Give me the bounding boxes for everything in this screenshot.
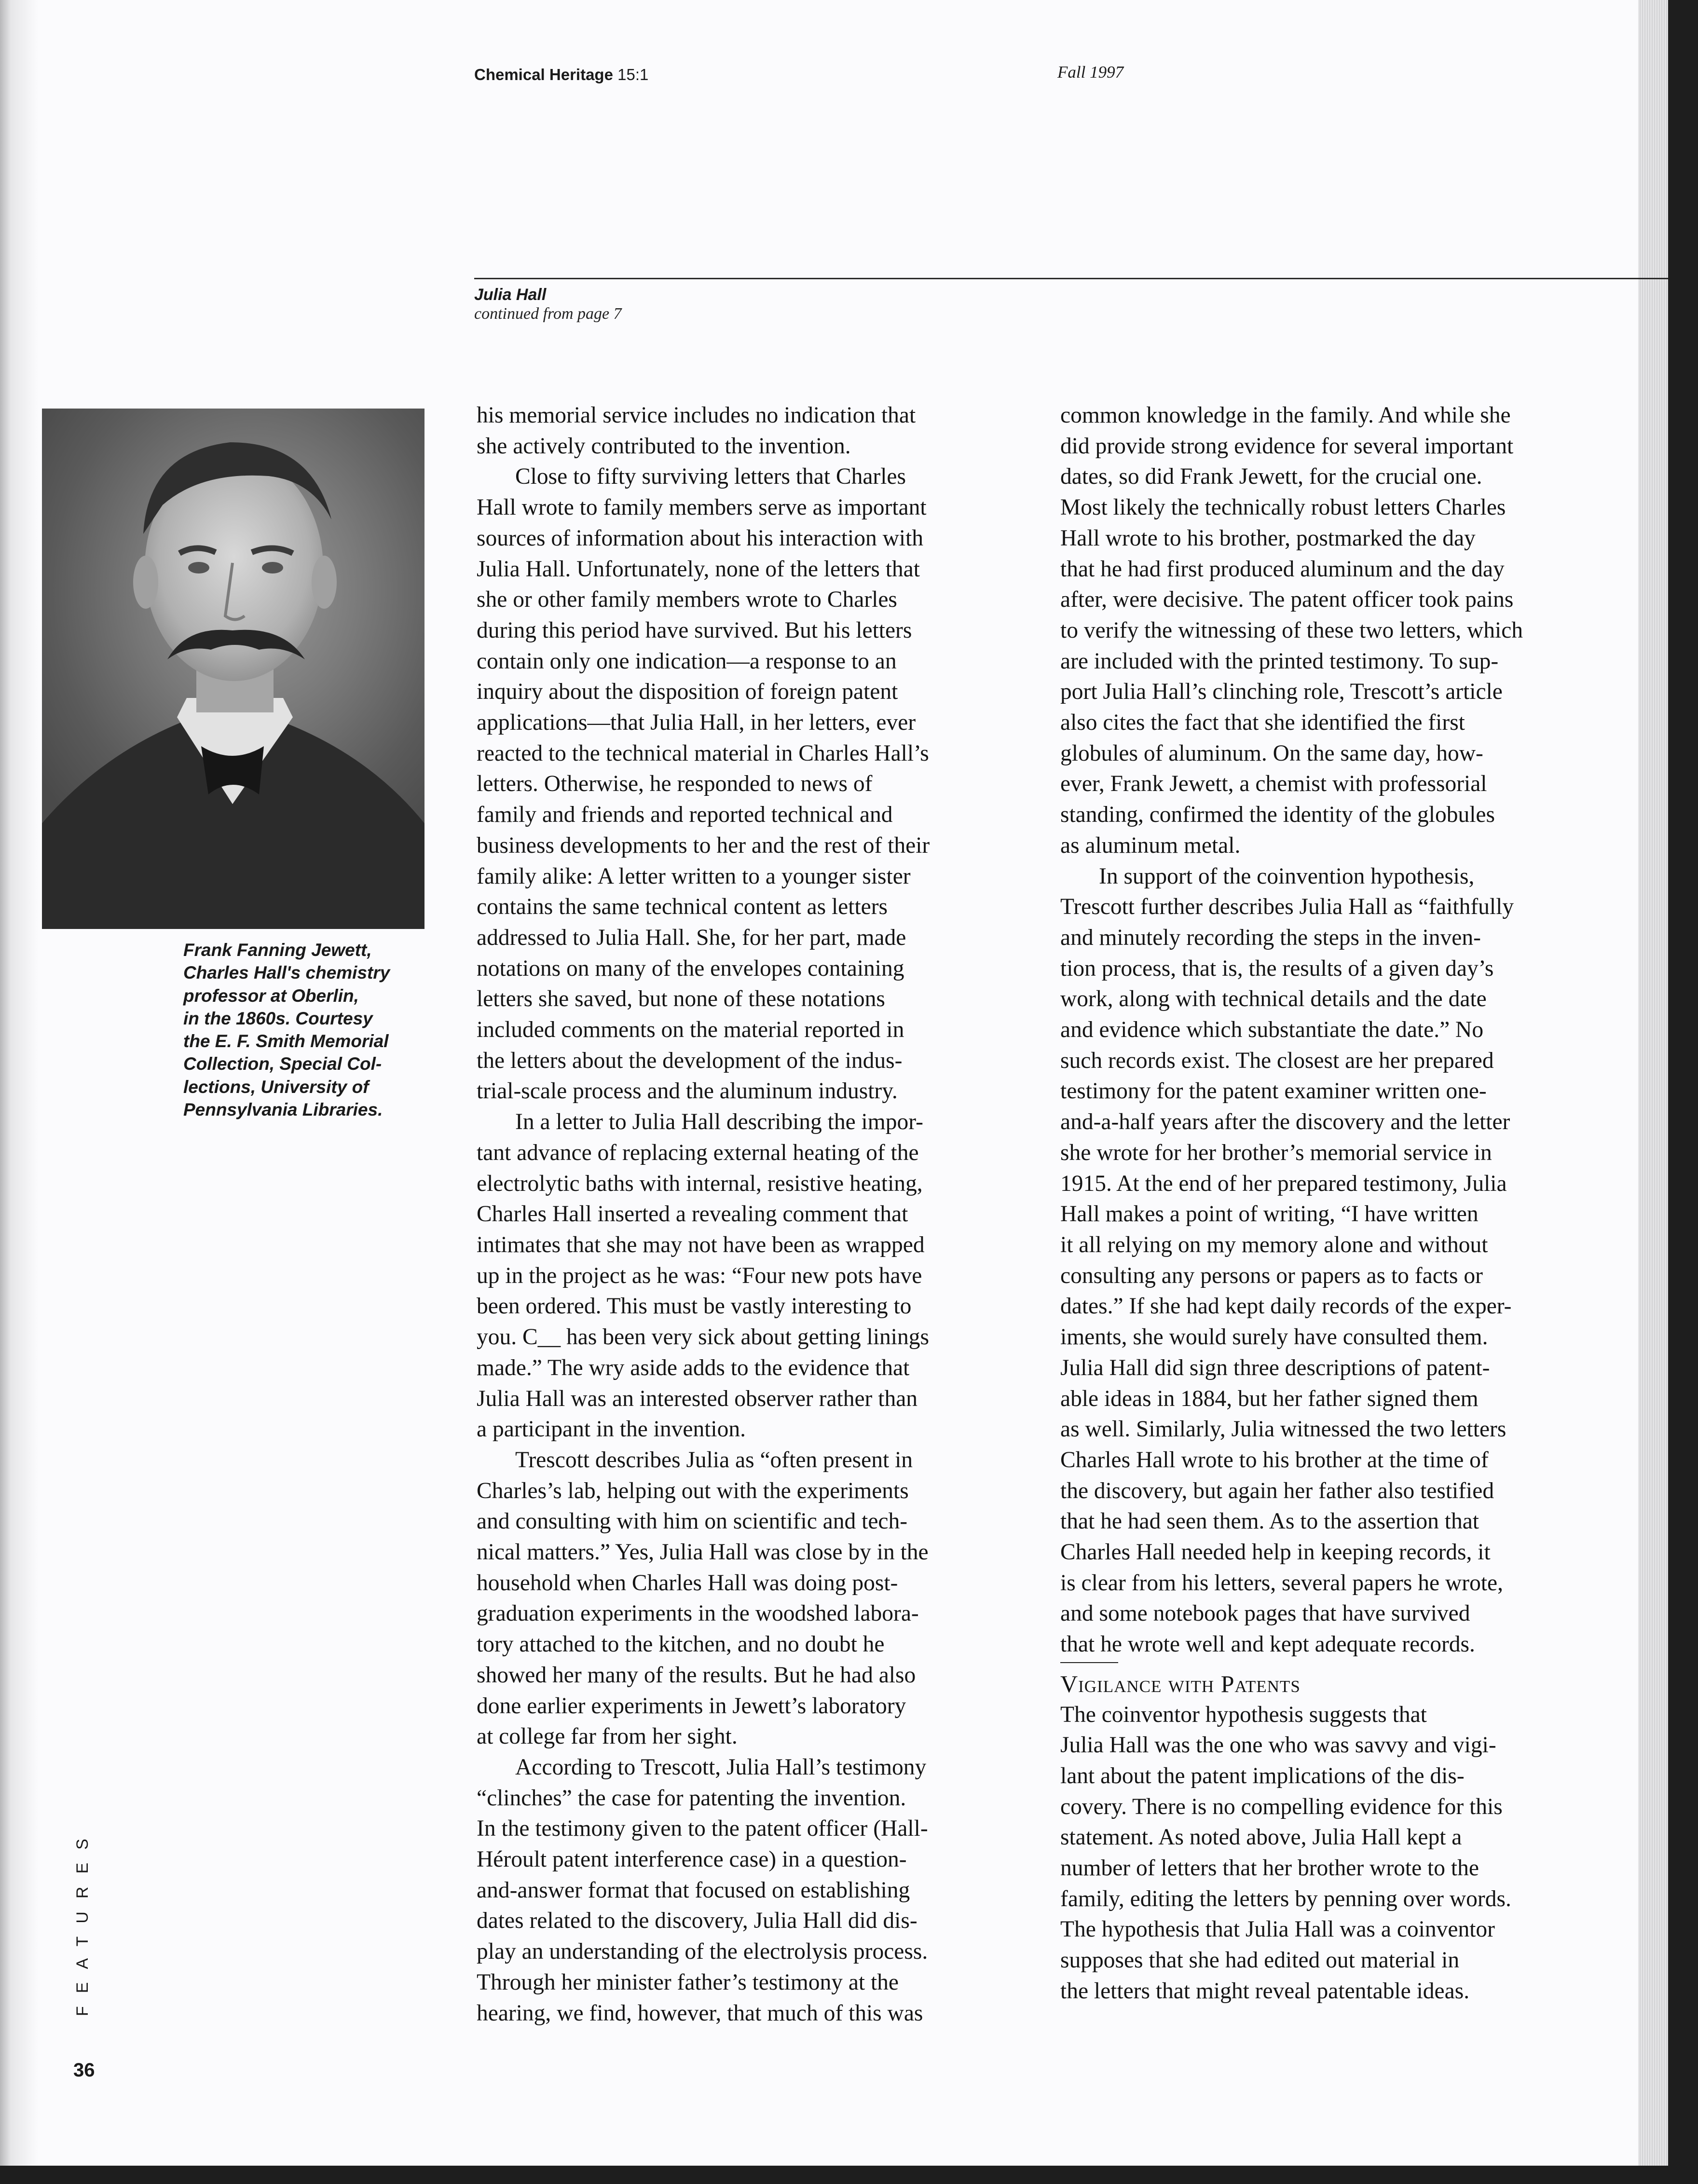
text-line: at college far from her sight. xyxy=(477,1724,738,1749)
text-line: According to Trescott, Julia Hall’s testimony xyxy=(515,1754,927,1780)
text-line: 1915. At the end of her prepared testimony, Julia xyxy=(1060,1171,1507,1196)
text-line: able ideas in 1884, but her father signed them xyxy=(1060,1386,1479,1411)
text-line: The coinventor hypothesis suggests that xyxy=(1060,1702,1427,1727)
text-line: contain only one indication—a response to an xyxy=(477,648,897,674)
column-body-continued xyxy=(1060,1700,1596,2007)
text-line: after, were decisive. The patent officer took pains xyxy=(1060,587,1514,613)
text-line: Charles Hall wrote to his brother at the time of xyxy=(1060,1447,1489,1473)
text-line: household when Charles Hall was doing post- xyxy=(477,1570,898,1596)
text-line: The hypothesis that Julia Hall was a coinventor xyxy=(1060,1917,1495,1942)
article-column-left xyxy=(477,400,1012,2029)
text-line: play an understanding of the electrolysis process. xyxy=(477,1939,928,1965)
text-line: Hall makes a point of writing, “I have written xyxy=(1060,1201,1479,1227)
text-line: applications—that Julia Hall, in her letters, ever xyxy=(477,710,916,736)
continued-note: continued from page 7 xyxy=(474,305,622,323)
text-line: showed her many of the results. But he had also xyxy=(477,1662,916,1688)
page-number: 36 xyxy=(73,2060,95,2081)
issue-number: 15:1 xyxy=(617,66,649,83)
section-subhead: Vigilance with Patents xyxy=(1060,1670,1301,1697)
caption-line: Charles Hall's chemistry xyxy=(183,963,390,983)
text-line: supposes that she had edited out material in xyxy=(1060,1948,1460,1973)
column-body xyxy=(1060,400,1596,1660)
caption-line: in the 1860s. Courtesy xyxy=(183,1008,373,1028)
text-line: notations on many of the envelopes containing xyxy=(477,956,904,981)
text-line: Most likely the technically robust letters Charles xyxy=(1060,495,1506,520)
page-stack-edge xyxy=(1638,0,1668,2166)
text-line: as aluminum metal. xyxy=(1060,833,1241,858)
text-line: is clear from his letters, several papers he wrote, xyxy=(1060,1570,1503,1596)
binding-edge xyxy=(0,0,39,2166)
text-line: Julia Hall did sign three descriptions of patent- xyxy=(1060,1355,1490,1380)
text-line: the letters that might reveal patentable ideas. xyxy=(1060,1978,1470,2004)
text-line: dates.” If she had kept daily records of the exper- xyxy=(1060,1294,1512,1319)
text-line: lant about the patent implications of the dis- xyxy=(1060,1763,1465,1788)
text-line: Trescott describes Julia as “often present in xyxy=(515,1447,913,1473)
portrait-photo xyxy=(42,409,424,929)
running-header-date: Fall 1997 xyxy=(1057,63,1124,82)
text-line: that he wrote well and kept adequate records. xyxy=(1060,1632,1475,1657)
text-line: electrolytic baths with internal, resistive heating, xyxy=(477,1171,923,1196)
text-line: also cites the fact that she identified the first xyxy=(1060,710,1465,736)
text-line: to verify the witnessing of these two letters, which xyxy=(1060,617,1523,643)
text-line: made.” The wry aside adds to the evidence that xyxy=(477,1355,910,1380)
text-line: and some notebook pages that have survived xyxy=(1060,1601,1470,1626)
header-rule xyxy=(474,278,1668,279)
text-line: as well. Similarly, Julia witnessed the two letters xyxy=(1060,1417,1506,1442)
text-line: family, editing the letters by penning over words. xyxy=(1060,1886,1511,1911)
text-line: Close to fifty surviving letters that Charles xyxy=(515,464,906,490)
text-line: tory attached to the kitchen, and no doubt he xyxy=(477,1632,885,1657)
text-line: and evidence which substantiate the date.” No xyxy=(1060,1017,1484,1043)
text-line: Charles Hall needed help in keeping records, it xyxy=(1060,1540,1491,1565)
caption-line: professor at Oberlin, xyxy=(183,985,359,1006)
text-line: tion process, that is, the results of a given day’s xyxy=(1060,956,1494,981)
text-line: Through her minister father’s testimony at the xyxy=(477,1969,899,1995)
text-line: inquiry about the disposition of foreign patent xyxy=(477,679,898,705)
text-line: ever, Frank Jewett, a chemist with professorial xyxy=(1060,771,1487,797)
caption-line: Frank Fanning Jewett, xyxy=(183,940,372,960)
caption-line: lections, University of xyxy=(183,1077,369,1097)
caption-line: Pennsylvania Libraries. xyxy=(183,1100,383,1120)
text-line: Julia Hall. Unfortunately, none of the letters that xyxy=(477,556,920,582)
text-line: Julia Hall was the one who was savvy and vigi- xyxy=(1060,1733,1496,1758)
caption-line: the E. F. Smith Memorial xyxy=(183,1031,389,1051)
text-line: globules of aluminum. On the same day, how- xyxy=(1060,740,1483,766)
text-line: letters. Otherwise, he responded to news of xyxy=(477,771,873,797)
text-line: and-a-half years after the discovery and the letter xyxy=(1060,1109,1510,1135)
text-line: dates related to the discovery, Julia Hall did dis- xyxy=(477,1908,917,1934)
text-line: consulting any persons or papers as to facts or xyxy=(1060,1263,1483,1288)
text-line: In support of the coinvention hypothesis, xyxy=(1099,863,1475,889)
text-line: the letters about the development of the indus- xyxy=(477,1048,903,1073)
text-line: In a letter to Julia Hall describing the impor- xyxy=(515,1109,923,1135)
text-line: Héroult patent interference case) in a question- xyxy=(477,1847,907,1872)
text-line: she actively contributed to the invention. xyxy=(477,433,851,459)
text-line: contains the same technical content as letters xyxy=(477,894,888,920)
text-line: letters she saved, but none of these notations xyxy=(477,986,885,1012)
text-line: standing, confirmed the identity of the globules xyxy=(1060,802,1495,828)
caption-line: Collection, Special Col- xyxy=(183,1054,382,1074)
article-title: Julia Hall xyxy=(474,286,547,304)
text-line: work, along with technical details and the date xyxy=(1060,986,1487,1012)
text-line: family and friends and reported technical and xyxy=(477,802,893,828)
text-line: Charles Hall inserted a revealing comment that xyxy=(477,1201,908,1227)
text-line: statement. As noted above, Julia Hall kept a xyxy=(1060,1825,1462,1850)
text-line: been ordered. This must be vastly interesting to xyxy=(477,1294,912,1319)
text-line: number of letters that her brother wrote to the xyxy=(1060,1856,1479,1881)
text-line: port Julia Hall’s clinching role, Trescott’s article xyxy=(1060,679,1503,705)
text-line: “clinches” the case for patenting the invention. xyxy=(477,1785,906,1811)
text-line: and minutely recording the steps in the inven- xyxy=(1060,925,1481,950)
text-line: dates, so did Frank Jewett, for the crucial one. xyxy=(1060,464,1482,490)
text-line: and-answer format that focused on establishing xyxy=(477,1877,910,1903)
text-line: included comments on the material reported in xyxy=(477,1017,904,1043)
text-line: such records exist. The closest are her prepared xyxy=(1060,1048,1494,1073)
text-line: during this period have survived. But his letters xyxy=(477,617,912,643)
text-line: Trescott further describes Julia Hall as “faithfully xyxy=(1060,894,1514,920)
text-line: graduation experiments in the woodshed labora- xyxy=(477,1601,919,1626)
section-side-label: FEATURES xyxy=(73,1826,92,2016)
magazine-name: Chemical Heritage xyxy=(474,66,613,83)
running-header-magazine xyxy=(474,66,648,84)
text-line: hearing, we find, however, that much of this was xyxy=(477,2000,923,2026)
text-line: testimony for the patent examiner written one- xyxy=(1060,1078,1487,1104)
text-line: she or other family members wrote to Charles xyxy=(477,587,897,613)
text-line: his memorial service includes no indication that xyxy=(477,403,916,428)
text-line: tant advance of replacing external heating of the xyxy=(477,1140,919,1165)
portrait-illustration xyxy=(42,409,424,929)
text-line: iments, she would surely have consulted them. xyxy=(1060,1324,1488,1350)
text-line: Charles’s lab, helping out with the experiments xyxy=(477,1478,909,1503)
text-line: sources of information about his interaction with xyxy=(477,525,924,551)
text-line: the discovery, but again her father also testified xyxy=(1060,1478,1494,1503)
text-line: business developments to her and the rest of their xyxy=(477,833,930,858)
text-line: reacted to the technical material in Charles Hall’s xyxy=(477,740,929,766)
text-line: addressed to Julia Hall. She, for her part, made xyxy=(477,925,906,950)
text-line: and consulting with him on scientific and tech- xyxy=(477,1509,908,1534)
text-line: are included with the printed testimony. To sup- xyxy=(1060,648,1499,674)
photo-caption xyxy=(183,939,424,1121)
article-column-right xyxy=(1060,400,1596,2007)
text-line: family alike: A letter written to a younger sister xyxy=(477,863,911,889)
subhead-rule xyxy=(1060,1662,1118,1663)
text-line: common knowledge in the family. And while she xyxy=(1060,403,1511,428)
text-line: trial-scale process and the aluminum industry. xyxy=(477,1078,898,1104)
text-line: nical matters.” Yes, Julia Hall was close by in the xyxy=(477,1540,929,1565)
text-line: done earlier experiments in Jewett’s laboratory xyxy=(477,1693,906,1719)
text-line: that he had first produced aluminum and the day xyxy=(1060,556,1505,582)
text-line: In the testimony given to the patent officer (Hall- xyxy=(477,1816,928,1842)
text-line: you. C__ has been very sick about getting linings xyxy=(477,1324,929,1350)
text-line: Hall wrote to his brother, postmarked the day xyxy=(1060,525,1476,551)
text-line: up in the project as he was: “Four new pots have xyxy=(477,1263,922,1288)
text-line: intimates that she may not have been as wrapped xyxy=(477,1232,925,1257)
text-line: she wrote for her brother’s memorial service in xyxy=(1060,1140,1492,1165)
text-line: that he had seen them. As to the assertion that xyxy=(1060,1509,1479,1534)
text-line: Hall wrote to family members serve as important xyxy=(477,495,927,520)
text-line: covery. There is no compelling evidence for this xyxy=(1060,1794,1503,1819)
text-line: it all relying on my memory alone and without xyxy=(1060,1232,1488,1257)
text-line: a participant in the invention. xyxy=(477,1417,746,1442)
text-line: Julia Hall was an interested observer rather than xyxy=(477,1386,918,1411)
text-line: did provide strong evidence for several important xyxy=(1060,433,1514,459)
